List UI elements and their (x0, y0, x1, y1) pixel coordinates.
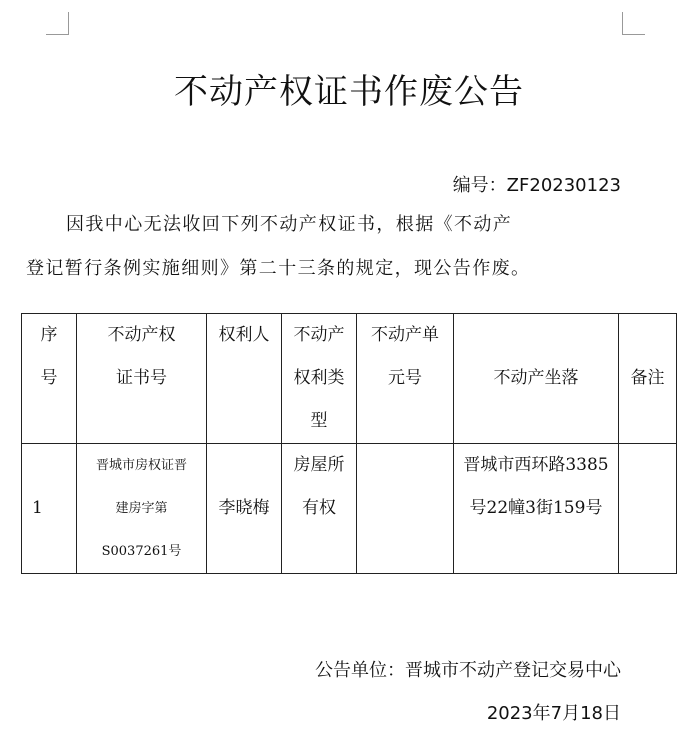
cell-holder: 李晓梅 (207, 444, 282, 574)
header-location: 不动产坐落 (454, 314, 619, 444)
body-text-line-1: 因我中心无法收回下列不动产权证书，根据《不动产 (66, 214, 513, 235)
header-right-type: 不动产 权利类 型 (282, 314, 357, 444)
body-text-line-2: 登记暂行条例实施细则》第二十三条的规定，现公告作废。 (26, 258, 531, 279)
cell-remarks (619, 444, 677, 574)
cell-seq: 1 (22, 444, 77, 574)
header-holder: 权利人 (207, 314, 282, 444)
table-row (22, 444, 677, 574)
issue-date: 2023年7月18日 (486, 703, 621, 724)
header-remarks: 备注 (619, 314, 677, 444)
cell-unit-no (357, 444, 454, 574)
header-seq: 序 号 (22, 314, 77, 444)
header-cert-no: 不动产权 证书号 (77, 314, 207, 444)
cell-location: 晋城市西环路3385 号22幢3街159号 (454, 444, 619, 574)
corner-mark-top-right (622, 12, 645, 35)
issuer: 公告单位：晋城市不动产登记交易中心 (315, 660, 621, 681)
table-header-row (22, 314, 677, 444)
page-title: 不动产权证书作废公告 (174, 72, 524, 112)
cell-right-type: 房屋所 有权 (282, 444, 357, 574)
corner-mark-top-left (46, 12, 69, 35)
document-number: 编号：ZF20230123 (452, 175, 621, 196)
cell-cert-no: 晋城市房权证晋 建房字第 S0037261号 (77, 444, 207, 574)
header-unit-no: 不动产单 元号 (357, 314, 454, 444)
certificate-table (21, 313, 677, 574)
